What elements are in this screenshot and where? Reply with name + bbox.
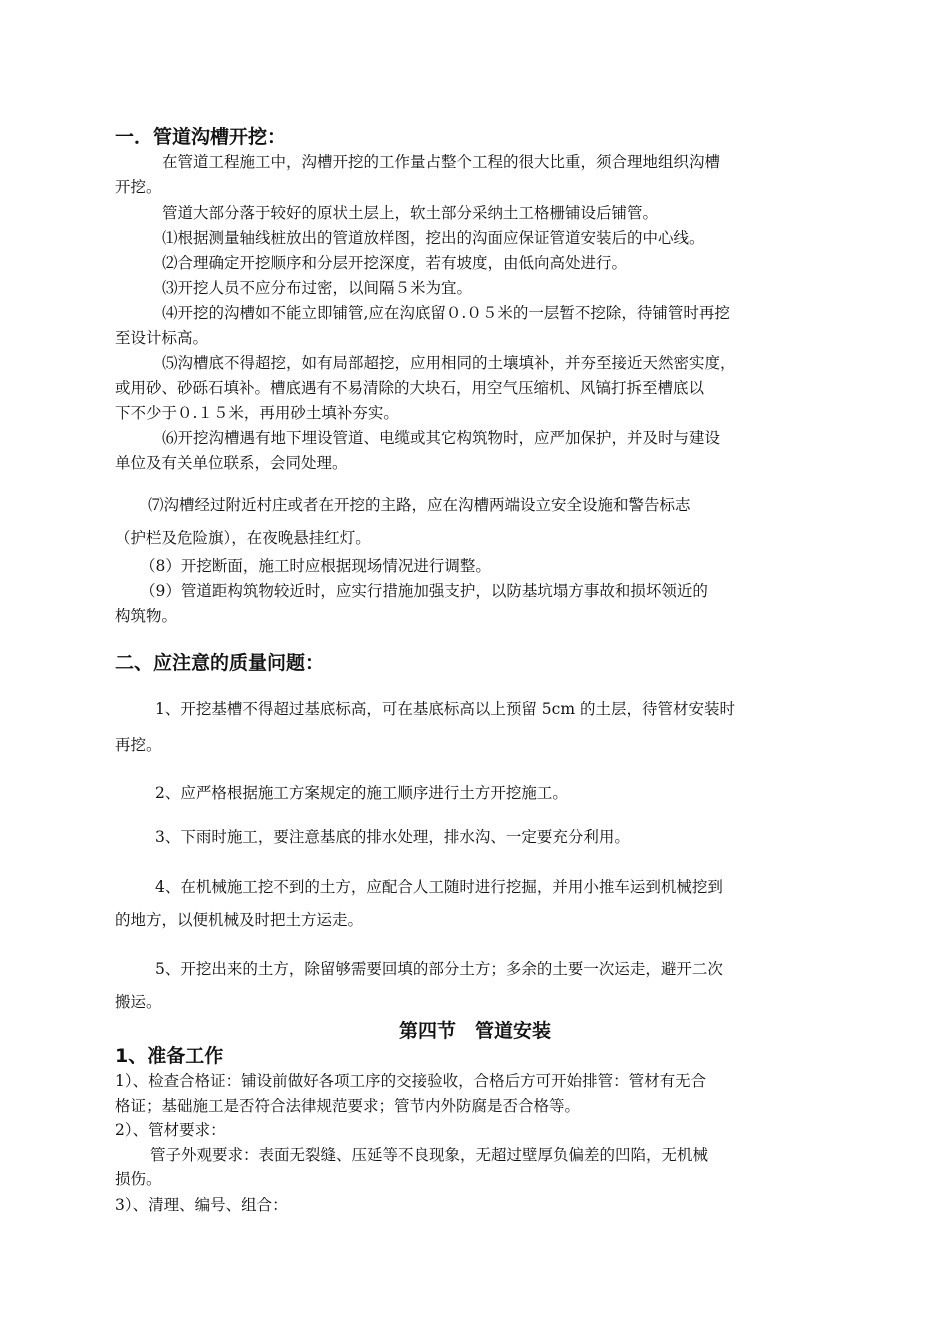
list-item-6-line2: 单位及有关单位联系，会同处理。: [115, 454, 348, 472]
prep-item-1-line1: 1）、检查合格证：铺设前做好各项工序的交接验收，合格后方可开始排管：管材有无合: [115, 1072, 707, 1090]
prep-item-2-detail-line1: 管子外观要求：表面无裂缝、压延等不良现象，无超过壁厚负偏差的凹陷，无机械: [150, 1146, 709, 1164]
paragraph-soil-layer: 管道大部分落于较好的原状土层上，软土部分采纳土工格栅铺设后铺管。: [162, 204, 659, 222]
paragraph-intro-line1: 在管道工程施工中，沟槽开挖的工作量占整个工程的很大比重，须合理地组织沟槽: [162, 153, 721, 171]
list-item-7-line2: （护栏及危险旗），在夜晚悬挂红灯。: [115, 529, 371, 547]
list-item-2: ⑵合理确定开挖顺序和分层开挖深度，若有坡度，由低向高处进行。: [162, 254, 628, 272]
list-item-3: ⑶开挖人员不应分布过密，以间隔５米为宜。: [162, 279, 473, 297]
list-item-9-line1: （9）管道距构筑物较近时，应实行措施加强支护，以防基坑塌方事故和损坏领近的: [140, 582, 708, 600]
chapter-title-pipe-installation: 第四节 管道安装: [398, 1020, 551, 1042]
list-item-4-line2: 至设计标高。: [115, 329, 209, 347]
prep-item-2: 2）、管材要求：: [115, 1121, 226, 1139]
quality-item-5-line2: 搬运。: [115, 993, 162, 1011]
list-item-6-line1: ⑹开挖沟槽遇有地下埋设管道、电缆或其它构筑物时，应严加保护，并及时与建设: [162, 429, 721, 447]
list-item-8: （8）开挖断面，施工时应根据现场情况进行调整。: [140, 557, 491, 575]
list-item-1: ⑴根据测量轴线桩放出的管道放样图，挖出的沟面应保证管道安装后的中心线。: [162, 229, 705, 247]
prep-item-3: 3）、清理、编号、组合：: [115, 1196, 288, 1214]
list-item-9-line2: 构筑物。: [115, 607, 178, 625]
section-heading-trench-excavation: 一．管道沟槽开挖：: [115, 126, 287, 148]
quality-item-2: 2、应严格根据施工方案规定的施工顺序进行土方开挖施工。: [155, 784, 568, 802]
list-item-5-line2: 或用砂、砂砾石填补。槽底遇有不易清除的大块石，用空气压缩机、风镐打拆至槽底以: [115, 379, 705, 397]
list-item-4-line1: ⑷开挖的沟槽如不能立即铺管,应在沟底留０.０５米的一层暂不挖除，待铺管时再挖: [162, 304, 730, 322]
list-item-5-line3: 下不少于０.１５米，再用砂土填补夯实。: [115, 404, 399, 422]
quality-item-1-line2: 再挖。: [115, 736, 162, 754]
paragraph-intro-line2: 开挖。: [115, 178, 162, 196]
list-item-7-line1: ⑺沟槽经过附近村庄或者在开挖的主路，应在沟槽两端设立安全设施和警告标志: [148, 496, 691, 514]
quality-item-5-line1: 5、开挖出来的土方，除留够需要回填的部分土方；多余的土要一次运走，避开二次: [155, 960, 723, 978]
quality-item-4-line2: 的地方，以便机械及时把土方运走。: [115, 911, 364, 929]
quality-item-3: 3、下雨时施工，要注意基底的排水处理，排水沟、一定要充分利用。: [155, 828, 630, 846]
subheading-preparation: 1、准备工作: [115, 1045, 224, 1067]
quality-item-4-line1: 4、在机械施工挖不到的土方，应配合人工随时进行挖掘，并用小推车运到机械挖到: [155, 878, 723, 896]
prep-item-1-line2: 格证；基础施工是否符合法律规范要求；管节内外防腐是否合格等。: [115, 1097, 581, 1115]
quality-item-1-line1: 1、开挖基槽不得超过基底标高，可在基底标高以上预留 5cm 的土层，待管材安装时: [155, 700, 735, 718]
list-item-5-line1: ⑸沟槽底不得超挖，如有局部超挖，应用相同的土壤填补，并夯至接近天然密实度，: [162, 354, 736, 372]
prep-item-2-detail-line2: 损伤。: [115, 1170, 162, 1188]
section-heading-quality-issues: 二、应注意的质量问题：: [115, 652, 325, 674]
